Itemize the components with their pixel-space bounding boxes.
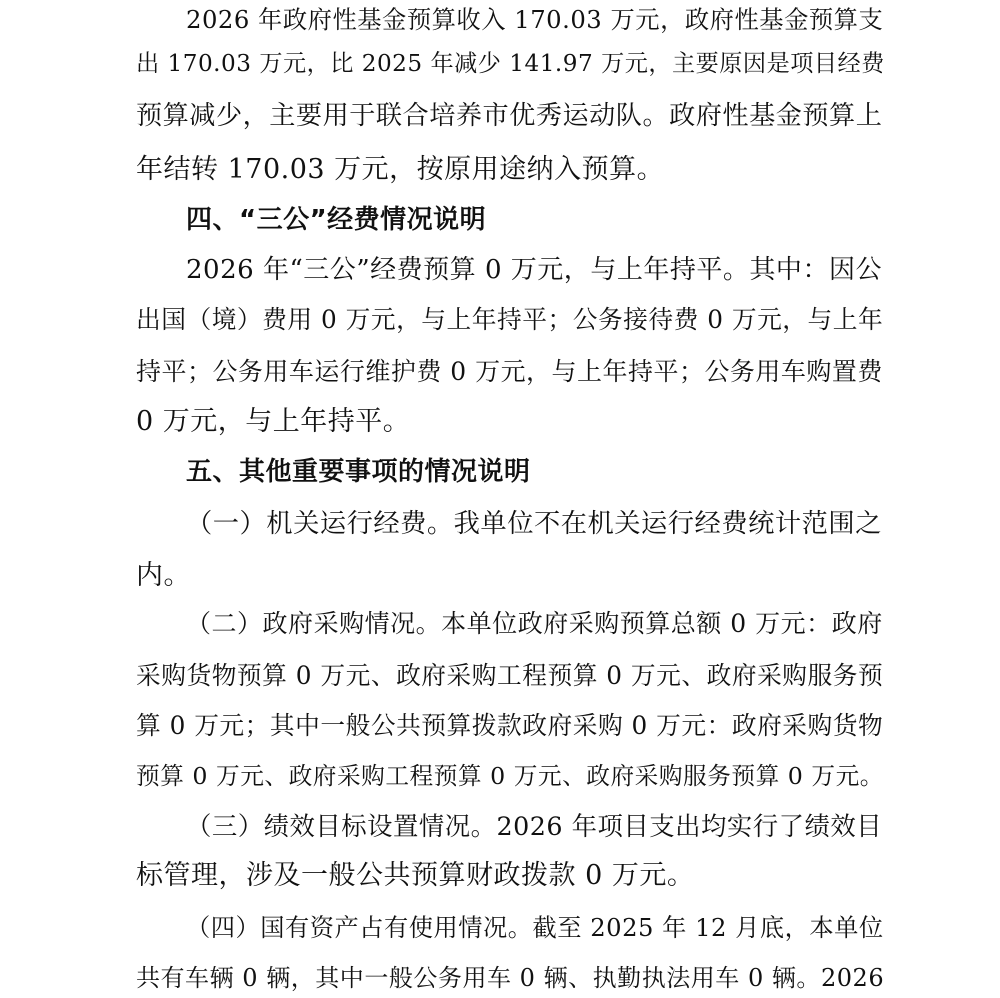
paragraph-line: （二）政府采购情况。本单位政府采购预算总额 0 万元：政府	[186, 609, 883, 638]
paragraph-line: 内。	[136, 560, 191, 591]
paragraph-line: （三）绩效目标设置情况。2026 年项目支出均实行了绩效目	[186, 811, 883, 841]
paragraph-line: 持平；公务用车运行维护费 0 万元，与上年持平；公务用车购置费	[136, 357, 883, 386]
paragraph-line: 年结转 170.03 万元，按原用途纳入预算。	[136, 154, 665, 185]
paragraph-line: （一）机关运行经费。我单位不在机关运行经费统计范围之	[186, 509, 882, 539]
section-heading-four: 四、“三公”经费情况说明	[186, 205, 487, 235]
paragraph-line: 2026 年政府性基金预算收入 170.03 万元，政府性基金预算支	[186, 5, 884, 34]
paragraph-line: 标管理，涉及一般公共预算财政拨款 0 万元。	[136, 860, 695, 891]
section-heading-five: 五、其他重要事项的情况说明	[186, 457, 531, 487]
paragraph-line: 0 万元，与上年持平。	[136, 406, 411, 437]
paragraph-line: （四）国有资产占有使用情况。截至 2025 年 12 月底，本单位	[186, 913, 884, 942]
paragraph-line: 2026 年“三公”经费预算 0 万元，与上年持平。其中：因公	[186, 255, 882, 285]
paragraph-line: 预算减少，主要用于联合培养市优秀运动队。政府性基金预算上	[136, 101, 883, 131]
paragraph-line: 采购货物预算 0 万元、政府采购工程预算 0 万元、政府采购服务预	[136, 661, 884, 690]
paragraph-line: 出 170.03 万元，比 2025 年减少 141.97 万元，主要原因是项目经费	[136, 51, 885, 77]
paragraph-line: 出国（境）费用 0 万元，与上年持平；公务接待费 0 万元，与上年	[136, 305, 884, 334]
paragraph-line: 共有车辆 0 辆，其中一般公务用车 0 辆、执勤执法用车 0 辆。2026	[136, 964, 885, 992]
paragraph-line: 预算 0 万元、政府采购工程预算 0 万元、政府采购服务预算 0 万元。	[136, 762, 884, 790]
paragraph-line: 算 0 万元；其中一般公共预算拨款政府采购 0 万元：政府采购货物	[136, 711, 884, 740]
